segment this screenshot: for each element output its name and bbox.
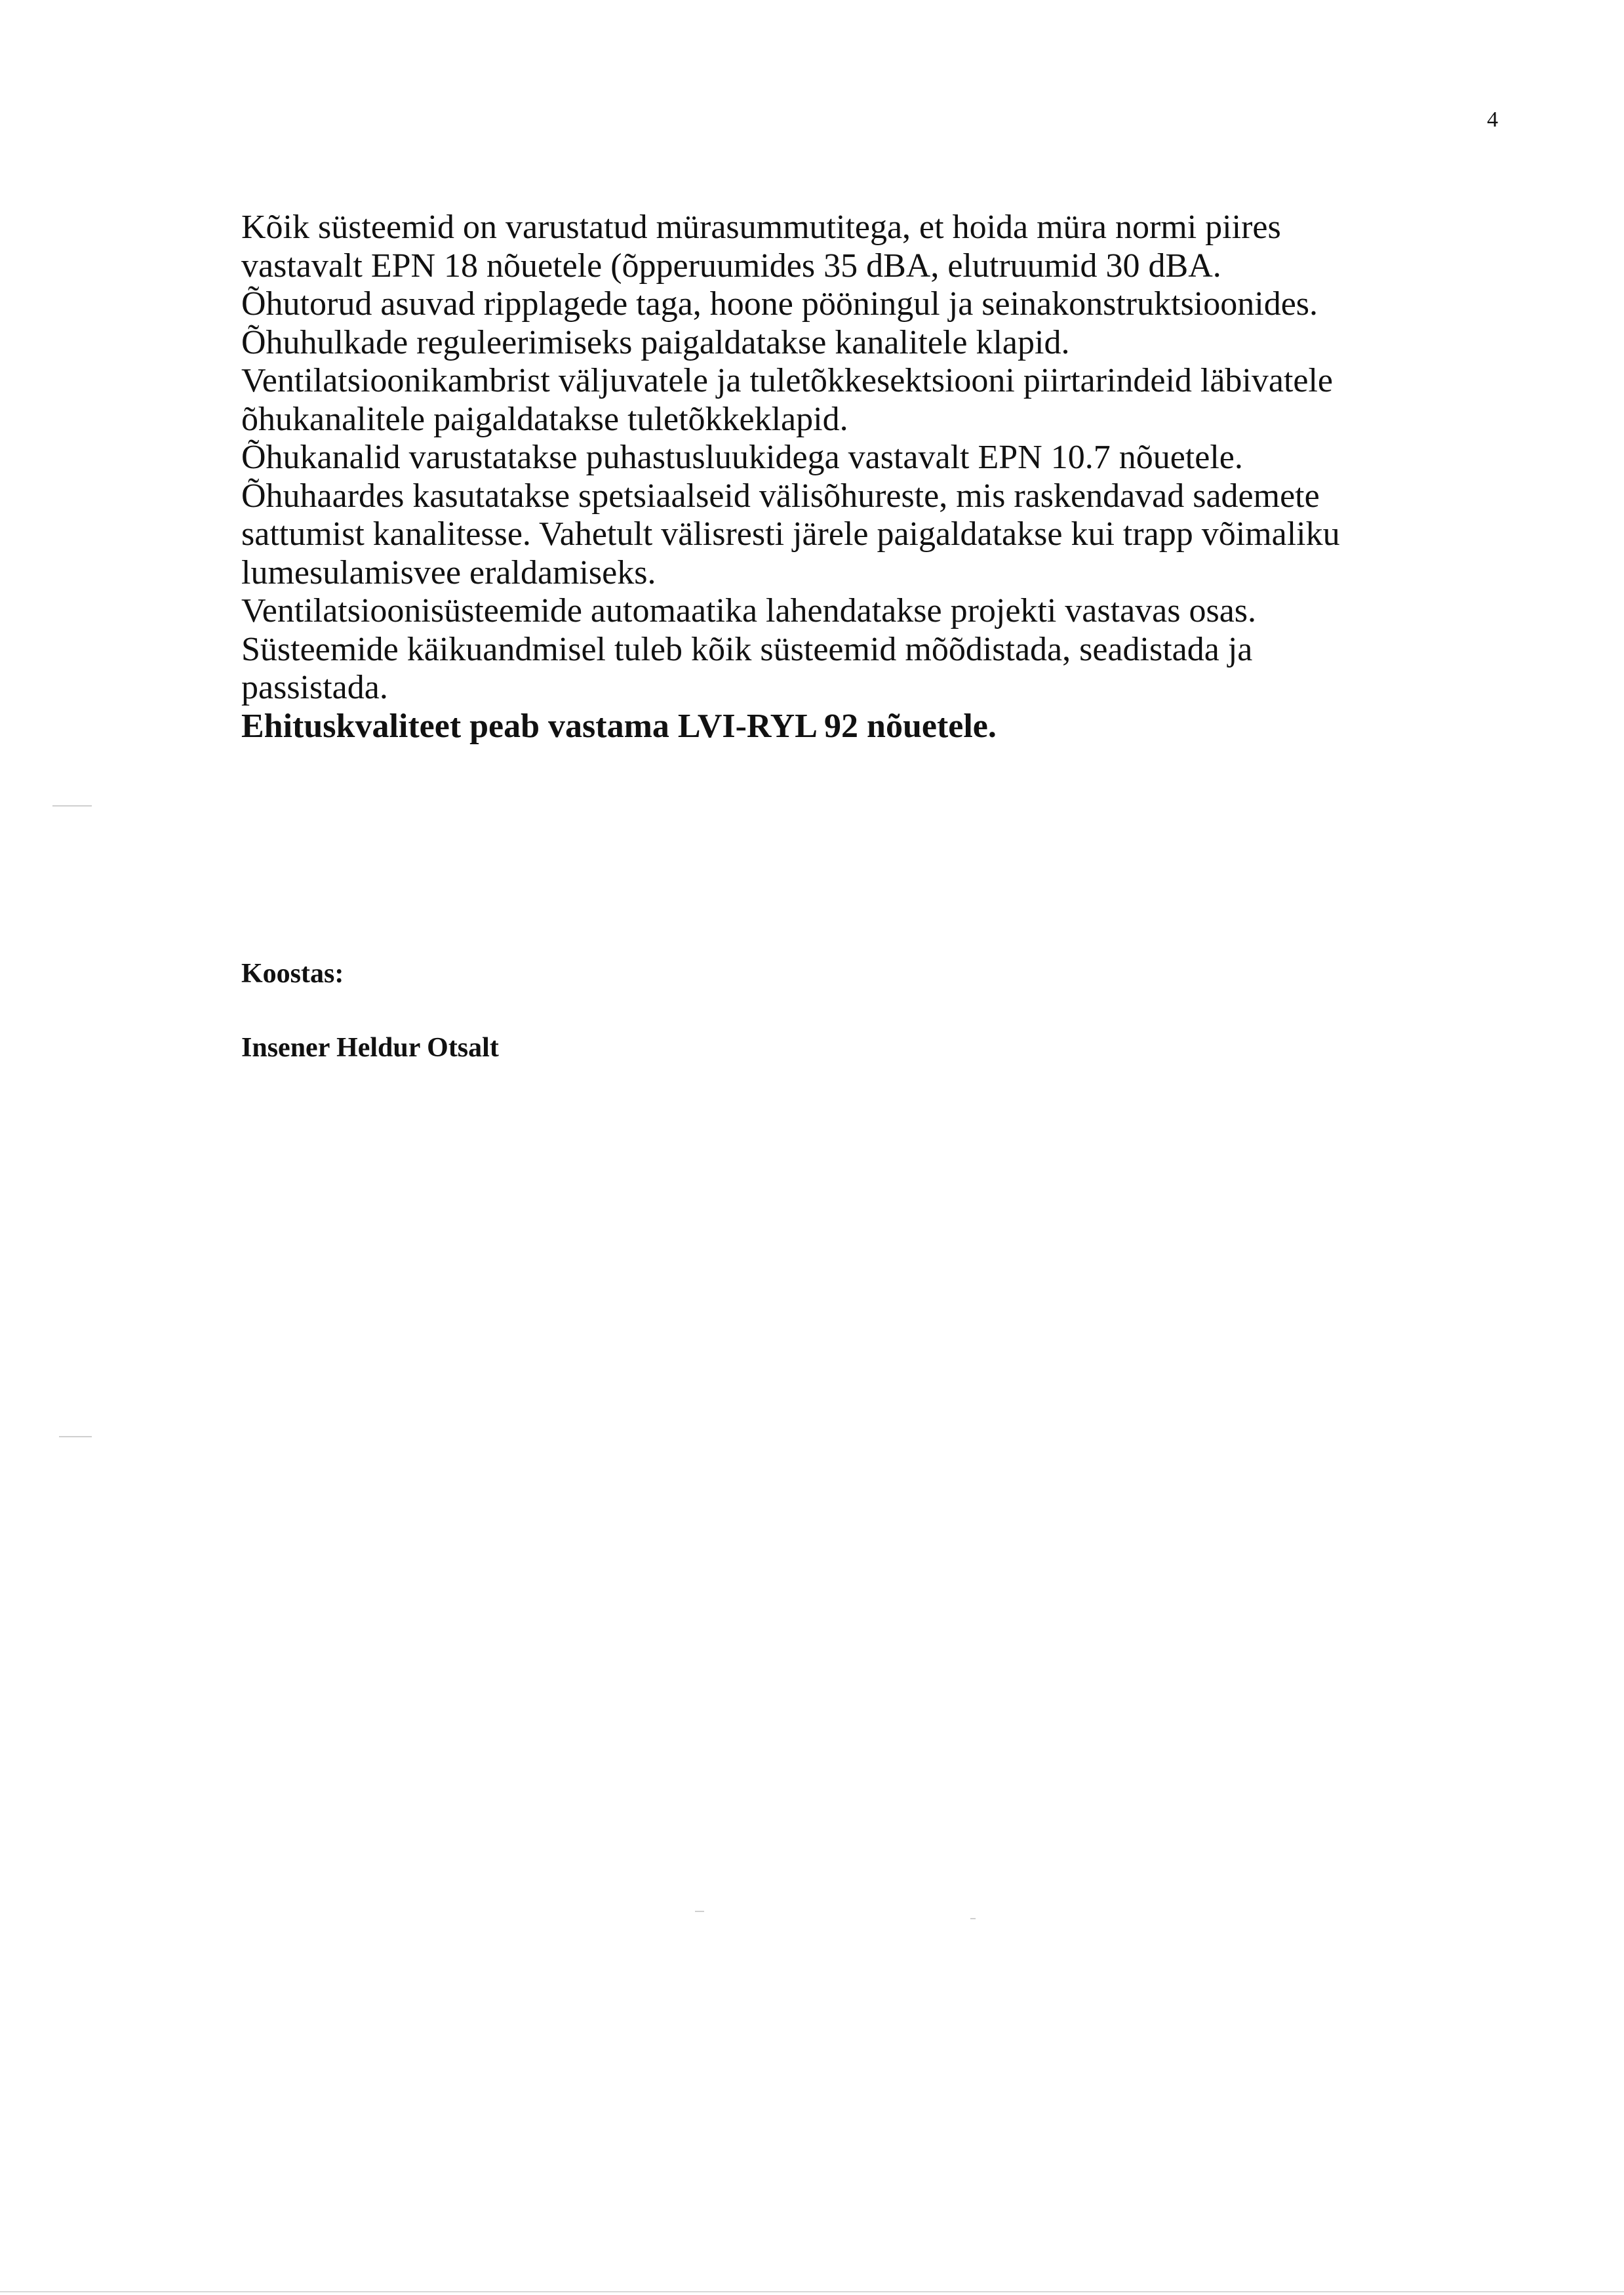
body-line: lumesulamisvee eraldamiseks. [241, 553, 656, 591]
quality-statement: Ehituskvaliteet peab vastama LVI-RYL 92 nõuetele. [241, 707, 997, 745]
body-line: Ventilatsioonisüsteemide automaatika lahendatakse projekti vastavas osas. [241, 592, 1257, 629]
composed-by-label: Koostas: [241, 959, 344, 989]
scan-artifact [695, 1911, 704, 1912]
scan-artifact [59, 1436, 92, 1437]
body-line: Ventilatsioonikambrist väljuvatele ja tuletõkkesektsiooni piirtarindeid läbivatele [241, 362, 1334, 399]
body-line: Süsteemide käikuandmisel tuleb kõik süsteemid mõõdistada, seadistada ja [241, 630, 1253, 668]
scan-artifact [970, 1918, 976, 1919]
body-text [241, 209, 1539, 746]
body-line: vastavalt EPN 18 nõuetele (õpperuumides 35 dBA, elutruumid 30 dBA. [241, 247, 1221, 285]
scan-artifact [52, 805, 92, 807]
author-name: Insener Heldur Otsalt [241, 1033, 499, 1063]
scan-edge-line [0, 2291, 1624, 2292]
body-line: sattumist kanalitesse. Vahetult välisresti järele paigaldatakse kui trapp võimaliku [241, 515, 1340, 553]
body-line: Õhuhulkade reguleerimiseks paigaldatakse kanalitele klapid. [241, 323, 1070, 361]
body-line: Kõik süsteemid on varustatud mürasummutitega, et hoida müra normi piires [241, 209, 1281, 246]
body-line: Õhutorud asuvad ripplagede taga, hoone pööningul ja seinakonstruktsioonides. [241, 285, 1318, 323]
page-number: 4 [1487, 108, 1498, 132]
body-line: Õhukanalid varustatakse puhastusluukidega vastavalt EPN 10.7 nõuetele. [241, 439, 1243, 476]
body-line: Õhuhaardes kasutatakse spetsiaalseid välisõhureste, mis raskendavad sademete [241, 477, 1320, 515]
body-line: passistada. [241, 669, 388, 706]
body-line: õhukanalitele paigaldatakse tuletõkkeklapid. [241, 400, 848, 438]
